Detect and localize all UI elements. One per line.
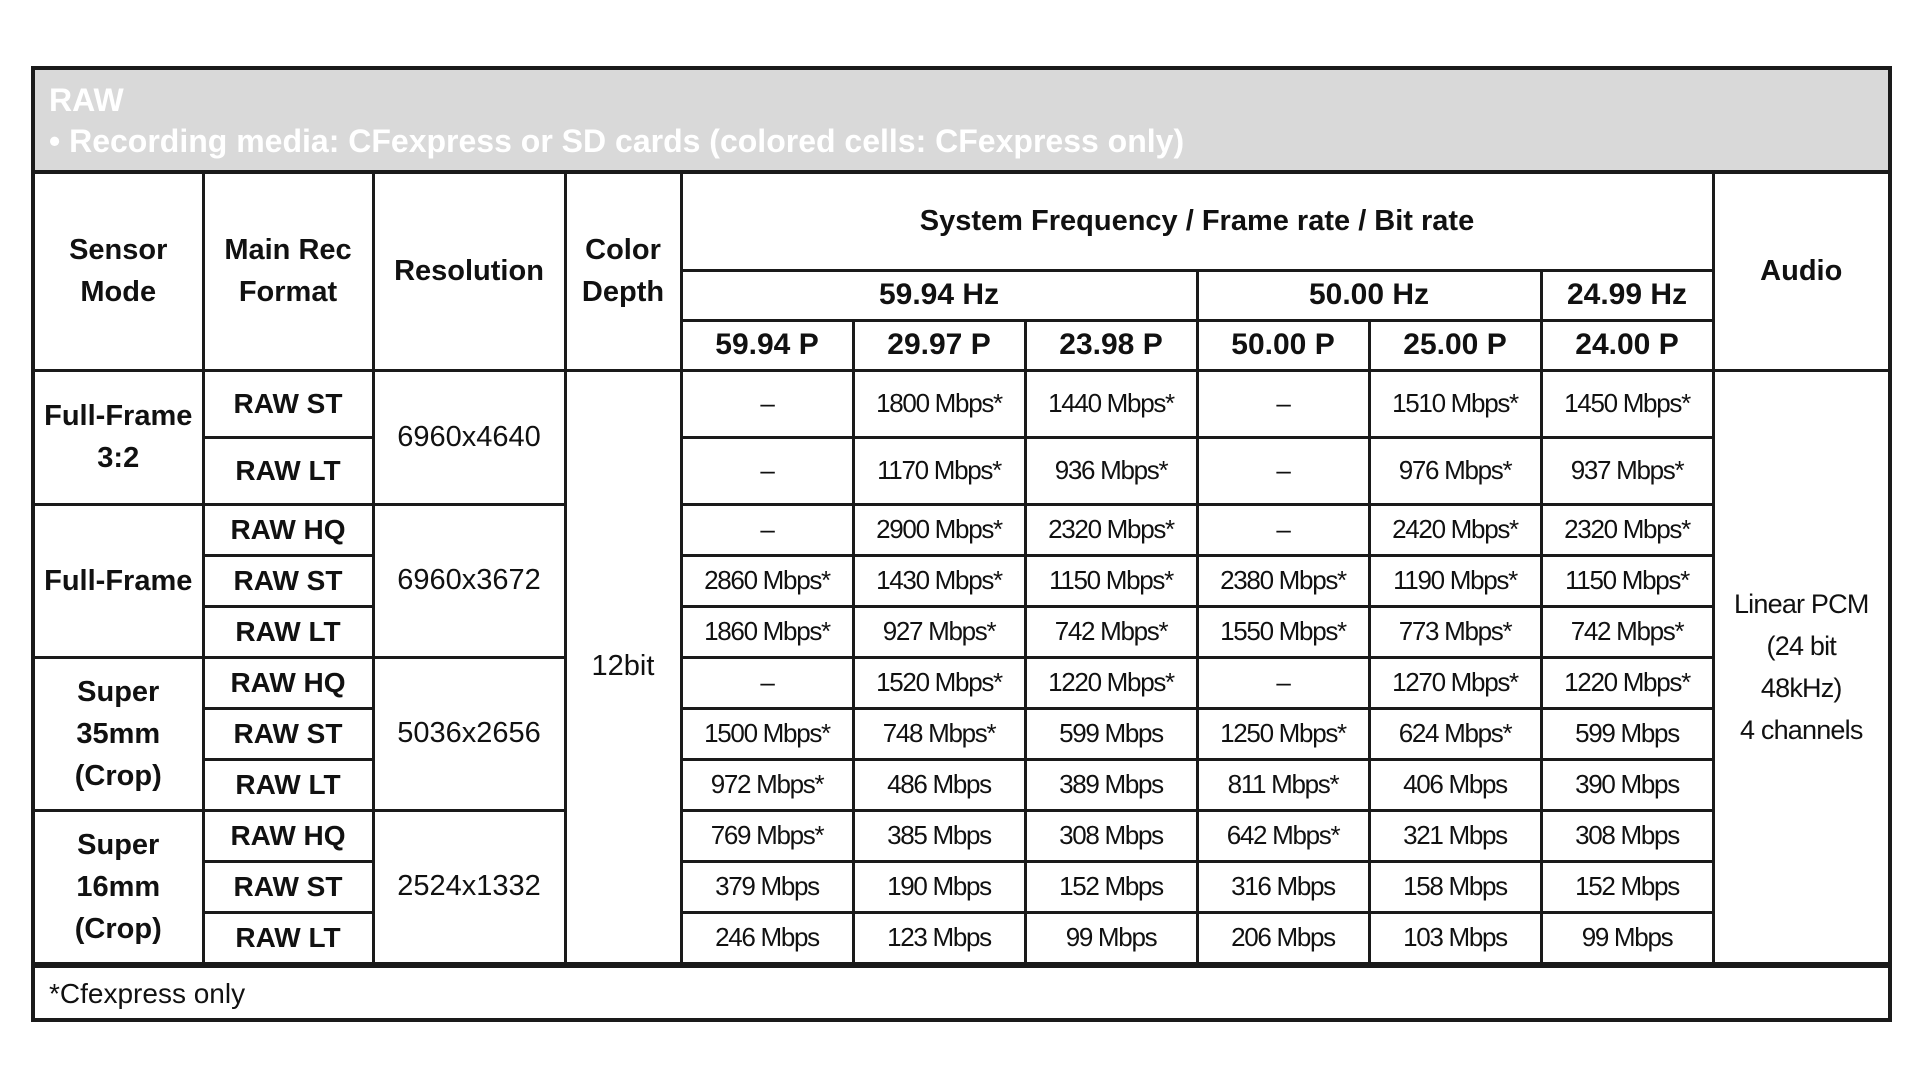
bitrate-cell: 1170 Mbps* [853, 437, 1025, 504]
bitrate-cell: 379 Mbps [681, 861, 853, 912]
bitrate-cell: – [681, 437, 853, 504]
bitrate-cell: 1250 Mbps* [1197, 708, 1369, 759]
header-fps: 24.00 P [1541, 320, 1713, 370]
table-row [35, 606, 1888, 657]
bitrate-cell: 1220 Mbps* [1541, 657, 1713, 708]
sensor-mode-cell [35, 370, 203, 504]
header-sensor-mode: Sensor Mode [35, 174, 203, 370]
audio-line: (24 bit [1766, 630, 1836, 661]
bitrate-cell: 1440 Mbps* [1025, 370, 1197, 437]
table-row [35, 912, 1888, 963]
format-cell: RAW ST [203, 555, 373, 606]
bitrate-cell: – [681, 370, 853, 437]
bitrate-cell: 486 Mbps [853, 759, 1025, 810]
bitrate-cell: 389 Mbps [1025, 759, 1197, 810]
sensor-mode-label: Super 16mm (Crop) [74, 828, 162, 945]
bitrate-cell: 2420 Mbps* [1369, 504, 1541, 555]
bitrate-cell: 773 Mbps* [1369, 606, 1541, 657]
bitrate-cell: – [1197, 504, 1369, 555]
bitrate-cell: 1220 Mbps* [1025, 657, 1197, 708]
format-cell: RAW LT [203, 912, 373, 963]
sensor-mode-cell [35, 810, 203, 963]
table-row [35, 504, 1888, 555]
resolution-cell: 6960x4640 [373, 370, 565, 504]
bitrate-cell: 406 Mbps [1369, 759, 1541, 810]
bitrate-cell: 152 Mbps [1025, 861, 1197, 912]
format-cell: RAW LT [203, 437, 373, 504]
banner [35, 70, 1888, 174]
format-cell: RAW LT [203, 759, 373, 810]
banner-title: RAW [49, 82, 124, 118]
bitrate-cell: 1150 Mbps* [1541, 555, 1713, 606]
sensor-mode-cell [35, 504, 203, 657]
format-cell: RAW LT [203, 606, 373, 657]
audio-line: Linear PCM [1733, 588, 1869, 619]
bitrate-cell: 1800 Mbps* [853, 370, 1025, 437]
table-row [35, 555, 1888, 606]
bitrate-cell: 769 Mbps* [681, 810, 853, 861]
bitrate-cell: 321 Mbps [1369, 810, 1541, 861]
header-fps: 23.98 P [1025, 320, 1197, 370]
bitrate-cell: 123 Mbps [853, 912, 1025, 963]
header-system-frequency: System Frequency / Frame rate / Bit rate [681, 174, 1713, 270]
format-cell: RAW ST [203, 708, 373, 759]
audio-cell [1713, 370, 1888, 963]
bitrate-cell: 390 Mbps [1541, 759, 1713, 810]
header-hz-5000: 50.00 Hz [1197, 270, 1541, 320]
resolution-cell: 5036x2656 [373, 657, 565, 810]
bitrate-cell: 599 Mbps [1541, 708, 1713, 759]
bitrate-cell: 2320 Mbps* [1025, 504, 1197, 555]
bitrate-cell: – [681, 657, 853, 708]
bitrate-cell: 1860 Mbps* [681, 606, 853, 657]
table-row [35, 370, 1888, 437]
bitrate-cell: 742 Mbps* [1025, 606, 1197, 657]
header-fps: 59.94 P [681, 320, 853, 370]
bitrate-cell: 246 Mbps [681, 912, 853, 963]
bitrate-cell: 308 Mbps [1025, 810, 1197, 861]
bitrate-cell: – [1197, 437, 1369, 504]
bitrate-cell: 624 Mbps* [1369, 708, 1541, 759]
bitrate-cell: 1510 Mbps* [1369, 370, 1541, 437]
header-hz-5994: 59.94 Hz [681, 270, 1197, 320]
bitrate-cell: 152 Mbps [1541, 861, 1713, 912]
sensor-mode-label: Super 35mm (Crop) [74, 675, 162, 792]
bitrate-cell: 811 Mbps* [1197, 759, 1369, 810]
bitrate-cell: 937 Mbps* [1541, 437, 1713, 504]
table-row [35, 437, 1888, 504]
bitrate-cell: 103 Mbps [1369, 912, 1541, 963]
color-depth-cell: 12bit [565, 370, 681, 963]
footnote: *Cfexpress only [35, 965, 1888, 1018]
bitrate-cell: 936 Mbps* [1025, 437, 1197, 504]
header-main-rec-format: Main Rec Format [203, 174, 373, 370]
banner-subtitle: • Recording media: CFexpress or SD cards (colored cells: CFexpress only) [49, 123, 1185, 159]
header-resolution: Resolution [373, 174, 565, 370]
bitrate-cell: 2380 Mbps* [1197, 555, 1369, 606]
header-fps: 50.00 P [1197, 320, 1369, 370]
format-cell: RAW HQ [203, 504, 373, 555]
format-cell: RAW HQ [203, 810, 373, 861]
audio-line: 4 channels [1739, 714, 1863, 745]
bitrate-cell: 1150 Mbps* [1025, 555, 1197, 606]
bitrate-cell: 1430 Mbps* [853, 555, 1025, 606]
bitrate-table [35, 174, 1888, 965]
bitrate-cell: 1270 Mbps* [1369, 657, 1541, 708]
bitrate-cell: 927 Mbps* [853, 606, 1025, 657]
bitrate-cell: 2860 Mbps* [681, 555, 853, 606]
bitrate-cell: 308 Mbps [1541, 810, 1713, 861]
table-row [35, 657, 1888, 708]
header-audio: Audio [1713, 174, 1888, 370]
bitrate-cell: 599 Mbps [1025, 708, 1197, 759]
bitrate-cell: 316 Mbps [1197, 861, 1369, 912]
format-cell: RAW HQ [203, 657, 373, 708]
sensor-mode-label: Full-Frame 3:2 [44, 400, 193, 474]
bitrate-cell: 190 Mbps [853, 861, 1025, 912]
bitrate-cell: 748 Mbps* [853, 708, 1025, 759]
table-row [35, 861, 1888, 912]
bitrate-cell: – [1197, 370, 1369, 437]
bitrate-cell: 972 Mbps* [681, 759, 853, 810]
bitrate-cell: – [681, 504, 853, 555]
header-fps: 25.00 P [1369, 320, 1541, 370]
bitrate-cell: 2900 Mbps* [853, 504, 1025, 555]
bitrate-cell: 642 Mbps* [1197, 810, 1369, 861]
bitrate-cell: 1500 Mbps* [681, 708, 853, 759]
bitrate-cell: 99 Mbps [1541, 912, 1713, 963]
table-row [35, 810, 1888, 861]
sensor-mode-label: Full-Frame [44, 564, 193, 597]
resolution-cell: 2524x1332 [373, 810, 565, 963]
bitrate-cell: 1550 Mbps* [1197, 606, 1369, 657]
bitrate-cell: 1450 Mbps* [1541, 370, 1713, 437]
bitrate-cell: 158 Mbps [1369, 861, 1541, 912]
header-fps: 29.97 P [853, 320, 1025, 370]
table-row [35, 759, 1888, 810]
bitrate-cell: 1190 Mbps* [1369, 555, 1541, 606]
bitrate-cell: – [1197, 657, 1369, 708]
header-color-depth: Color Depth [565, 174, 681, 370]
bitrate-cell: 206 Mbps [1197, 912, 1369, 963]
sensor-mode-cell [35, 657, 203, 810]
spec-sheet [31, 66, 1892, 1022]
bitrate-cell: 2320 Mbps* [1541, 504, 1713, 555]
format-cell: RAW ST [203, 370, 373, 437]
bitrate-cell: 1520 Mbps* [853, 657, 1025, 708]
bitrate-cell: 976 Mbps* [1369, 437, 1541, 504]
header-hz-2499: 24.99 Hz [1541, 270, 1713, 320]
bitrate-cell: 385 Mbps [853, 810, 1025, 861]
format-cell: RAW ST [203, 861, 373, 912]
resolution-cell: 6960x3672 [373, 504, 565, 657]
bitrate-cell: 99 Mbps [1025, 912, 1197, 963]
audio-line: 48kHz) [1760, 672, 1842, 703]
table-row [35, 708, 1888, 759]
bitrate-cell: 742 Mbps* [1541, 606, 1713, 657]
